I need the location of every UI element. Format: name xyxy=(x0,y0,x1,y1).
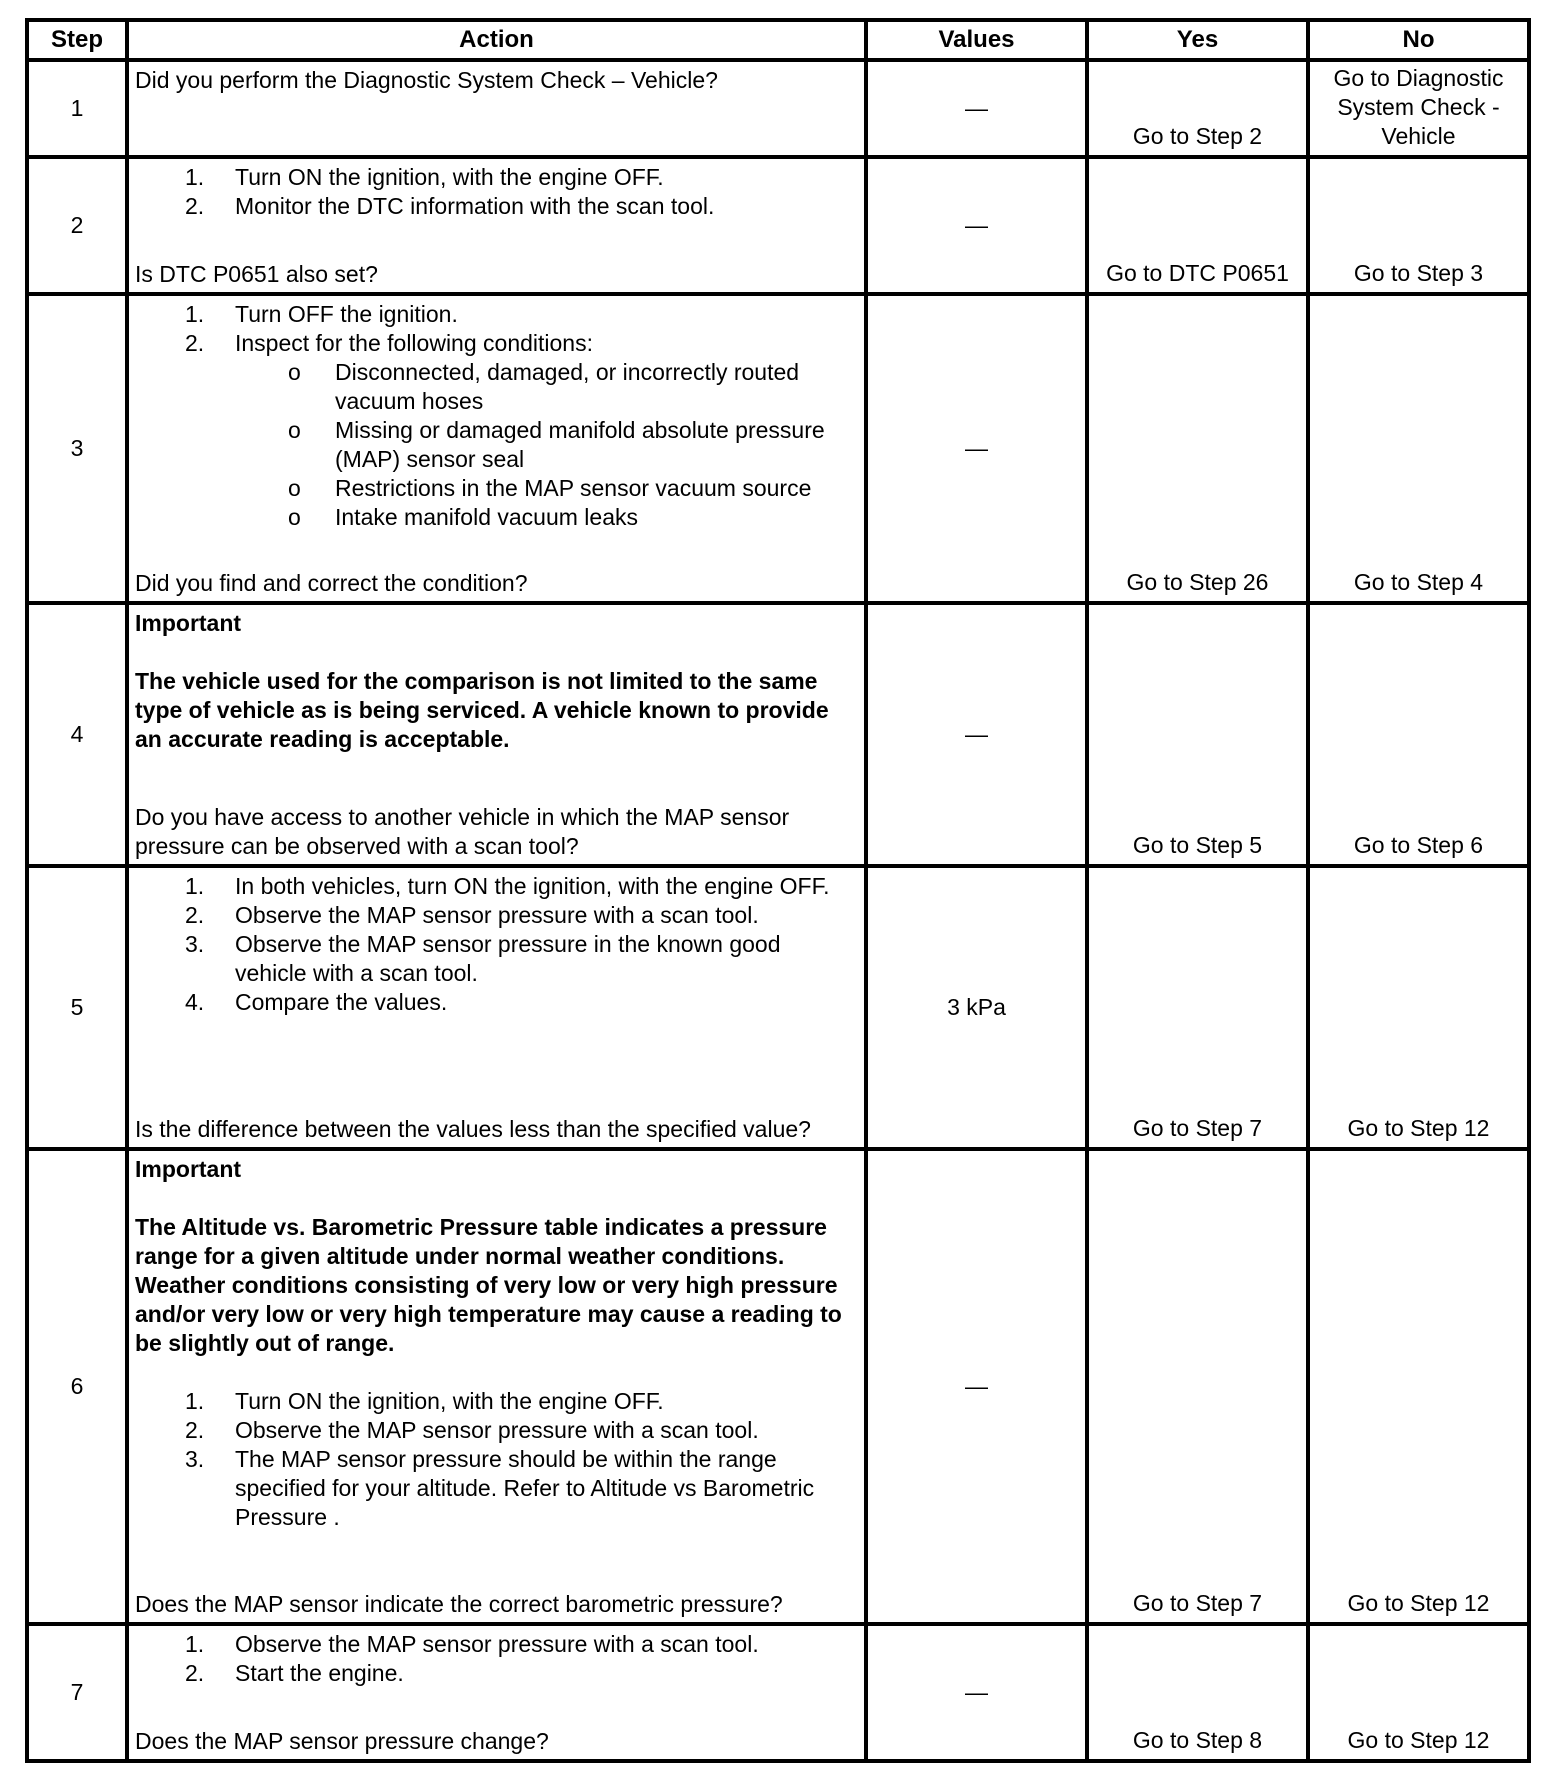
item-number: 1. xyxy=(185,301,205,327)
step-number: 4 xyxy=(27,603,127,866)
list-item xyxy=(135,474,858,503)
item-number: 1. xyxy=(185,164,205,190)
item-text: Monitor the DTC information with the scan tool. xyxy=(235,193,715,219)
no-cell xyxy=(1308,1624,1529,1761)
action-steps xyxy=(135,300,858,358)
action-question: Is DTC P0651 also set? xyxy=(135,261,378,287)
item-text: Observe the MAP sensor pressure with a scan tool. xyxy=(235,1631,759,1657)
action-cell xyxy=(127,603,866,866)
list-item xyxy=(135,1416,858,1445)
yes-link[interactable]: Go to Step 7 xyxy=(1132,1115,1263,1141)
list-item xyxy=(135,988,858,1017)
no-link[interactable]: Go to Step 12 xyxy=(1347,1727,1490,1753)
item-number: 4. xyxy=(185,989,205,1015)
list-item xyxy=(135,163,858,192)
header-step: Step xyxy=(27,20,127,60)
action-cell xyxy=(127,866,866,1149)
item-text: Turn ON the ignition, with the engine OFF. xyxy=(235,164,664,190)
step-number: 7 xyxy=(27,1624,127,1761)
action-steps xyxy=(135,872,858,1017)
table-row xyxy=(27,294,1529,603)
item-text: Start the engine. xyxy=(235,1660,404,1686)
list-item xyxy=(135,300,858,329)
item-number: 1. xyxy=(185,1631,205,1657)
table-row xyxy=(27,157,1529,294)
item-number: 1. xyxy=(185,1388,205,1414)
yes-link[interactable]: Go to Step 2 xyxy=(1132,123,1263,149)
item-number: 2. xyxy=(185,193,205,219)
table-row xyxy=(27,603,1529,866)
yes-cell xyxy=(1087,157,1308,294)
no-link[interactable]: Go to Diagnostic System Check - Vehicle xyxy=(1333,65,1504,149)
table-row xyxy=(27,866,1529,1149)
yes-link[interactable]: Go to Step 8 xyxy=(1132,1727,1263,1753)
action-question: Does the MAP sensor indicate the correct barometric pressure? xyxy=(135,1591,783,1617)
item-number: 2. xyxy=(185,330,205,356)
action-cell xyxy=(127,294,866,603)
no-cell xyxy=(1308,157,1529,294)
list-item xyxy=(135,1630,858,1659)
yes-link[interactable]: Go to Step 5 xyxy=(1132,832,1263,858)
action-cell xyxy=(127,157,866,294)
list-item xyxy=(135,503,858,532)
no-link[interactable]: Go to Step 12 xyxy=(1347,1590,1490,1616)
list-item xyxy=(135,1659,858,1688)
header-no: No xyxy=(1308,20,1529,60)
action-steps xyxy=(135,1387,858,1532)
step-number: 5 xyxy=(27,866,127,1149)
action-steps xyxy=(135,1630,858,1688)
action-cell xyxy=(127,60,866,157)
list-item xyxy=(135,1387,858,1416)
yes-link[interactable]: Go to Step 26 xyxy=(1126,569,1269,595)
item-text: Observe the MAP sensor pressure in the known good vehicle with a scan tool. xyxy=(235,931,781,986)
no-cell xyxy=(1308,1149,1529,1624)
item-text: Turn ON the ignition, with the engine OFF. xyxy=(235,1388,664,1414)
important-title: Important xyxy=(135,610,242,636)
no-link[interactable]: Go to Step 3 xyxy=(1353,260,1484,286)
no-link[interactable]: Go to Step 6 xyxy=(1353,832,1484,858)
bullet-mark: o xyxy=(288,504,301,530)
item-text: Disconnected, damaged, or incorrectly routed vacuum hoses xyxy=(335,359,800,414)
item-number: 3. xyxy=(185,1446,205,1472)
yes-link[interactable]: Go to DTC P0651 xyxy=(1106,260,1289,286)
yes-cell xyxy=(1087,294,1308,603)
item-text: Inspect for the following conditions: xyxy=(235,330,593,356)
bullet-mark: o xyxy=(288,417,301,443)
item-number: 1. xyxy=(185,873,205,899)
yes-link[interactable]: Go to Step 7 xyxy=(1132,1590,1263,1616)
value-cell: — xyxy=(866,1624,1087,1761)
action-question: Did you perform the Diagnostic System Check – Vehicle? xyxy=(135,67,718,93)
item-text: Observe the MAP sensor pressure with a scan tool. xyxy=(235,1417,759,1443)
list-item xyxy=(135,1445,858,1532)
important-note: The vehicle used for the comparison is not limited to the same type of vehicle as is being serviced. A vehicle known to provide an accurate reading is acceptable. xyxy=(135,668,829,752)
item-number: 3. xyxy=(185,931,205,957)
step-number: 6 xyxy=(27,1149,127,1624)
step-number: 1 xyxy=(27,60,127,157)
item-text: Turn OFF the ignition. xyxy=(235,301,458,327)
action-steps xyxy=(135,163,858,221)
list-item xyxy=(135,416,858,474)
list-item xyxy=(135,358,858,416)
condition-list xyxy=(135,358,858,532)
item-text: The MAP sensor pressure should be within the range specified for your altitude. Refer to Altitude vs Barometric Pressure . xyxy=(235,1446,815,1530)
item-text: In both vehicles, turn ON the ignition, with the engine OFF. xyxy=(235,873,830,899)
value-cell: — xyxy=(866,1149,1087,1624)
item-text: Restrictions in the MAP sensor vacuum source xyxy=(335,475,812,501)
list-item xyxy=(135,872,858,901)
no-cell xyxy=(1308,866,1529,1149)
action-question: Does the MAP sensor pressure change? xyxy=(135,1728,549,1754)
header-row xyxy=(27,20,1529,60)
no-cell xyxy=(1308,60,1529,157)
header-action: Action xyxy=(127,20,866,60)
list-item xyxy=(135,930,858,988)
action-question: Did you find and correct the condition? xyxy=(135,570,528,596)
table-row xyxy=(27,1149,1529,1624)
value-cell: — xyxy=(866,60,1087,157)
step-number: 2 xyxy=(27,157,127,294)
value-cell: 3 kPa xyxy=(866,866,1087,1149)
table-row xyxy=(27,1624,1529,1761)
item-number: 2. xyxy=(185,1660,205,1686)
item-number: 2. xyxy=(185,902,205,928)
yes-cell xyxy=(1087,60,1308,157)
table-row xyxy=(27,60,1529,157)
important-title: Important xyxy=(135,1156,242,1182)
no-link[interactable]: Go to Step 4 xyxy=(1353,569,1484,595)
step-number: 3 xyxy=(27,294,127,603)
yes-cell xyxy=(1087,1624,1308,1761)
list-item xyxy=(135,901,858,930)
header-values: Values xyxy=(866,20,1087,60)
yes-cell xyxy=(1087,1149,1308,1624)
important-note: The Altitude vs. Barometric Pressure table indicates a pressure range for a given altitude under normal weather conditions. Weather conditions consisting of very low or very high pressure and/or very low or very high temperature may cause a reading to be slightly out of range. xyxy=(135,1214,842,1356)
no-cell xyxy=(1308,603,1529,866)
action-question: Is the difference between the values less than the specified value? xyxy=(135,1116,811,1142)
action-cell xyxy=(127,1149,866,1624)
item-text: Missing or damaged manifold absolute pressure (MAP) sensor seal xyxy=(335,417,825,472)
value-cell: — xyxy=(866,294,1087,603)
no-cell xyxy=(1308,294,1529,603)
no-link[interactable]: Go to Step 12 xyxy=(1347,1115,1490,1141)
bullet-mark: o xyxy=(288,475,301,501)
diagnostic-table xyxy=(25,18,1531,1763)
action-cell xyxy=(127,1624,866,1761)
action-question: Do you have access to another vehicle in which the MAP sensor pressure can be observed with a scan tool? xyxy=(135,804,790,859)
value-cell: — xyxy=(866,157,1087,294)
item-number: 2. xyxy=(185,1417,205,1443)
value-cell: — xyxy=(866,603,1087,866)
item-text: Observe the MAP sensor pressure with a scan tool. xyxy=(235,902,759,928)
list-item xyxy=(135,192,858,221)
list-item xyxy=(135,329,858,358)
item-text: Compare the values. xyxy=(235,989,448,1015)
yes-cell xyxy=(1087,866,1308,1149)
item-text: Intake manifold vacuum leaks xyxy=(335,504,638,530)
bullet-mark: o xyxy=(288,359,301,385)
yes-cell xyxy=(1087,603,1308,866)
header-yes: Yes xyxy=(1087,20,1308,60)
